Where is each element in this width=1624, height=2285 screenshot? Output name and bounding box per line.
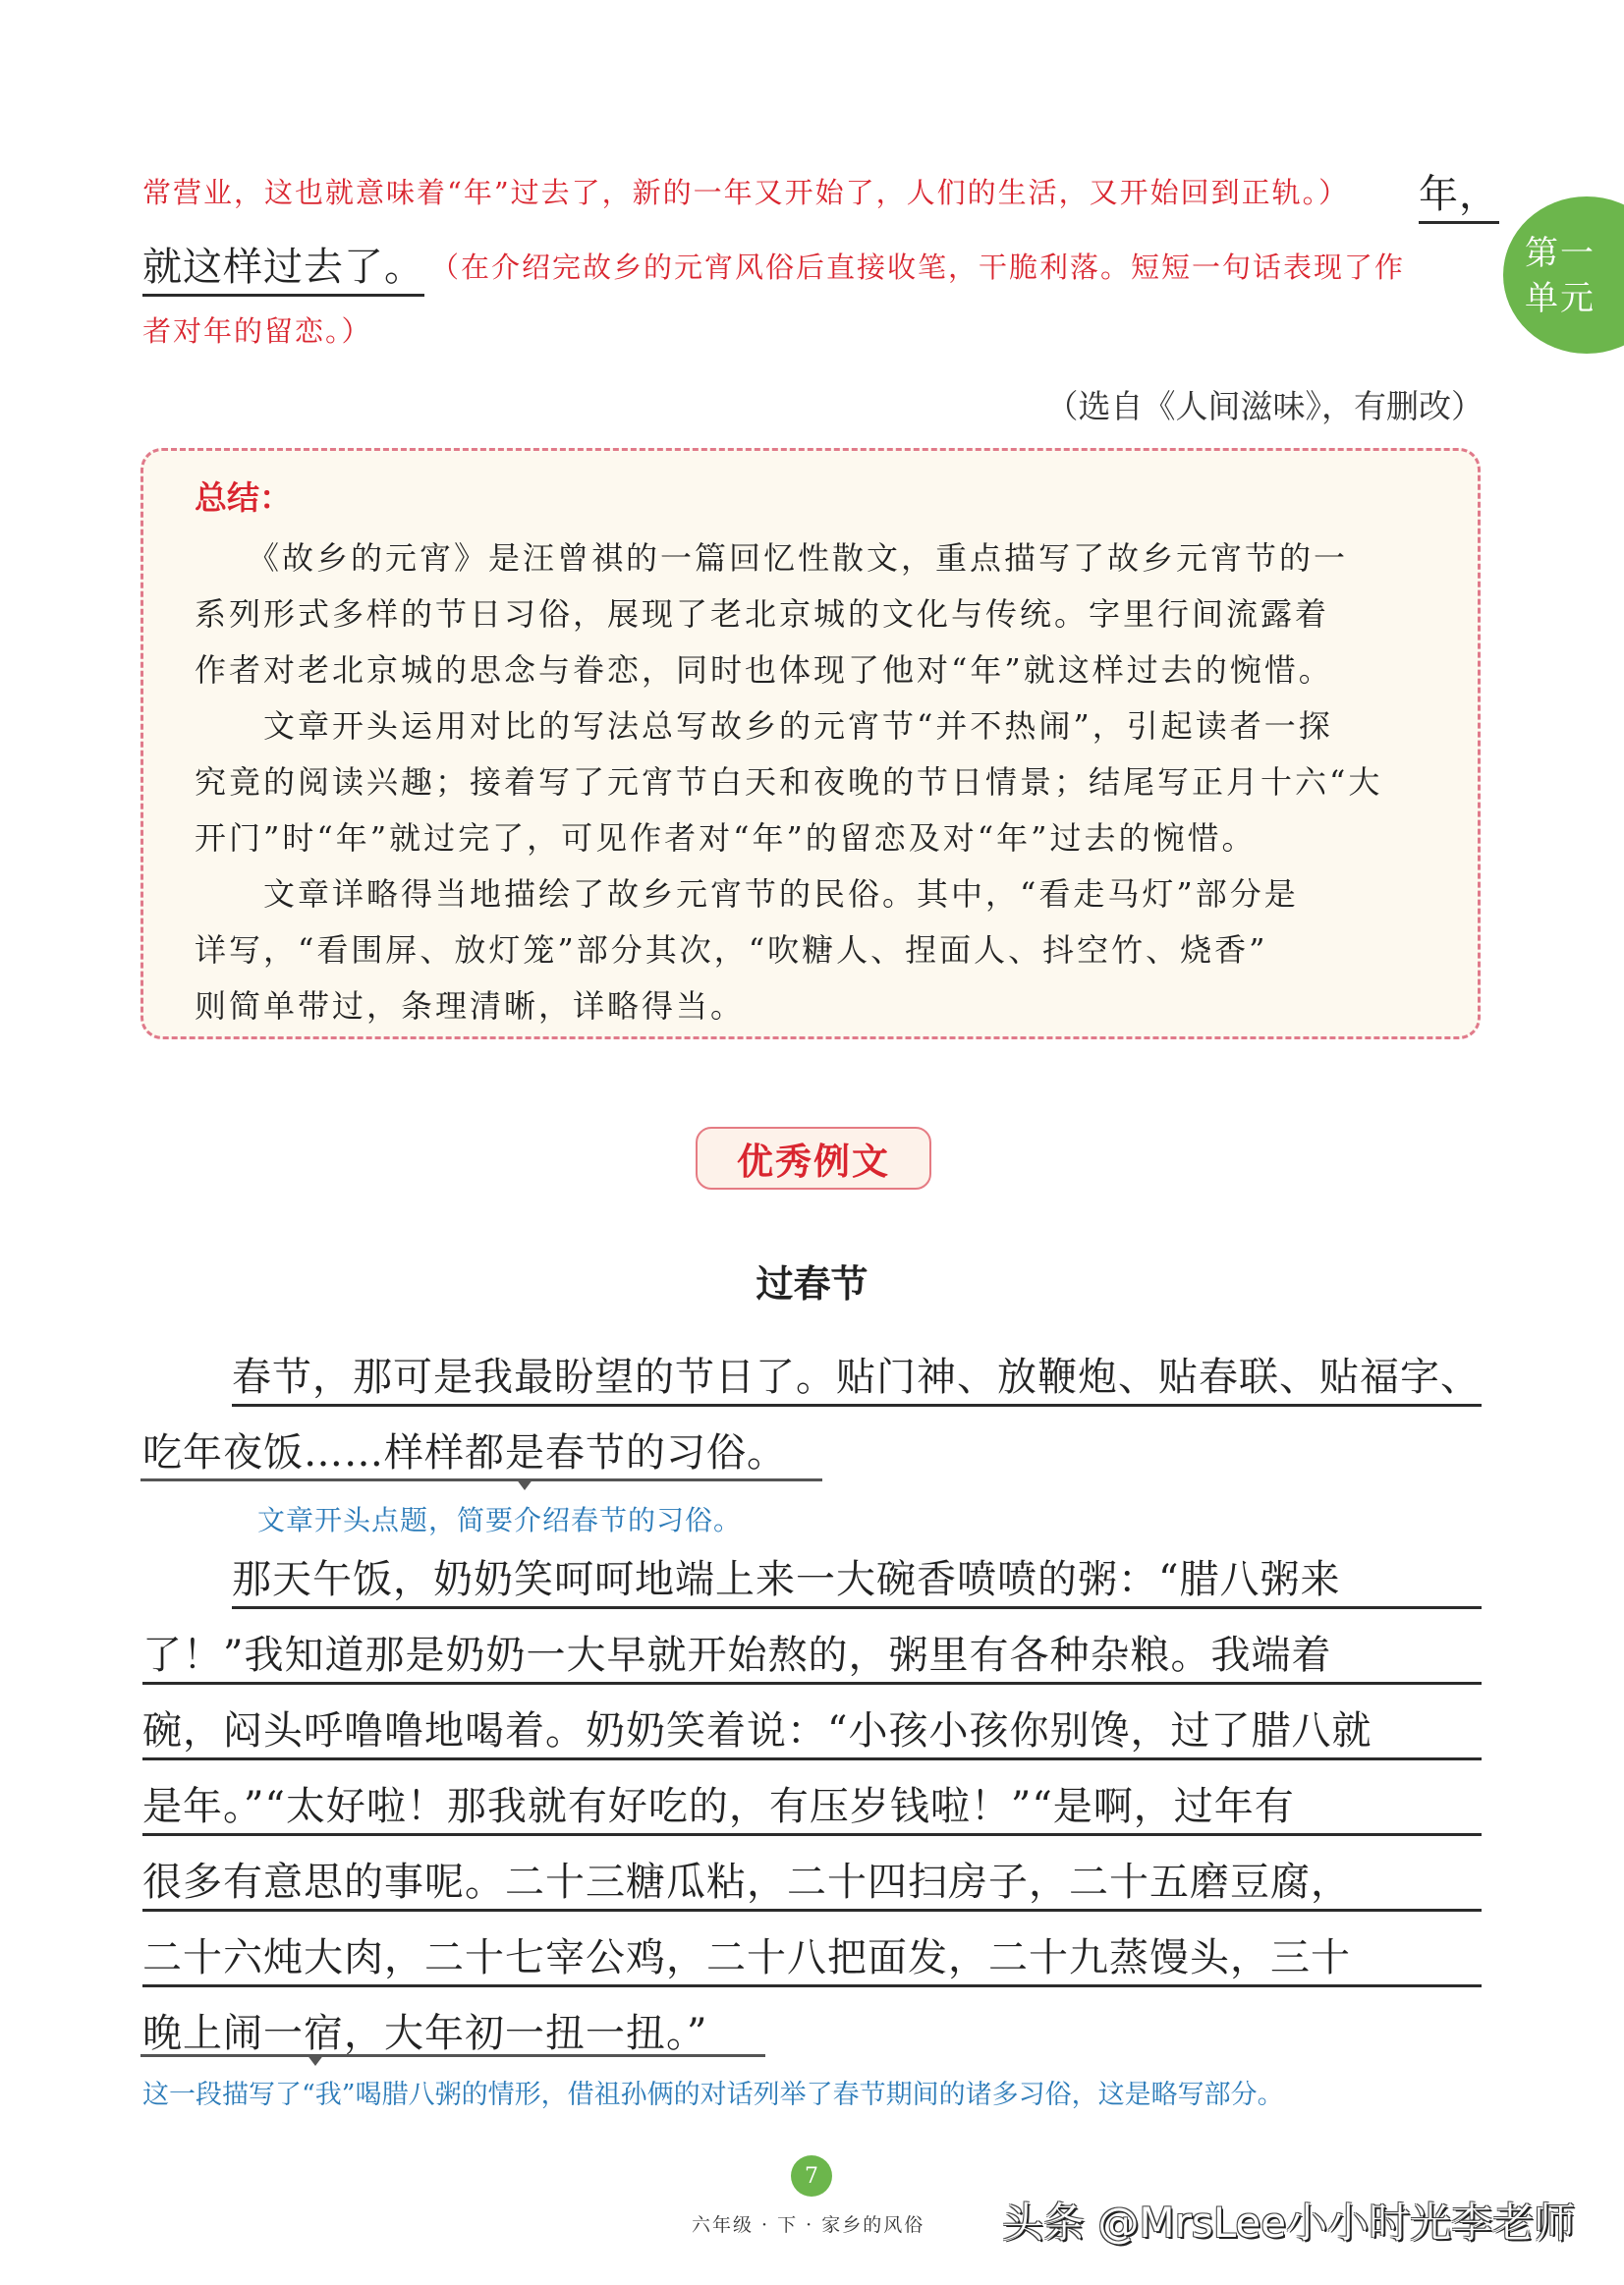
essay-p2-line: 晚上闹一宿，大年初一扭一扭。”: [142, 2011, 708, 2056]
essay-p2-line: 很多有意思的事呢。二十三糖瓜粘，二十四扫房子，二十五磨豆腐，: [142, 1851, 1482, 1912]
unit-badge-line1: 第一: [1525, 234, 1596, 273]
essay-p1-line2: 吃年夜饭……样样都是春节的习俗。: [142, 1430, 787, 1476]
article-fragment-year: 年，: [1419, 163, 1499, 224]
essay-p2-line: 了！”我知道那是奶奶一大早就开始熬的，粥里有各种杂粮。我端着: [142, 1624, 1482, 1685]
summary-line: 开门”时“年”就过完了，可见作者对“年”的留恋及对“年”过去的惋惜。: [195, 819, 1257, 857]
annotation-intro: 文章开头点题，简要介绍春节的习俗。: [257, 1504, 743, 1536]
annotation-p2: 这一段描写了“我”喝腊八粥的情形，借祖孙俩的对话列举了春节期间的诸多习俗，这是略写部分。: [142, 2080, 1284, 2110]
annotation-pointer-icon: [307, 2054, 324, 2066]
annotation-continued: 常营业，这也就意味着“年”过去了，新的一年又开始了，人们的生活，又开始回到正轨。）: [142, 176, 1350, 209]
summary-line: 作者对老北京城的思念与眷恋，同时也体现了他对“年”就这样过去的惋惜。: [195, 651, 1333, 689]
summary-box: [140, 448, 1481, 1039]
summary-line: 详写，“看围屏、放灯笼”部分其次，“吹糖人、捏面人、抖空竹、烧香”: [195, 931, 1268, 969]
essay-title: 过春节: [756, 1262, 868, 1306]
essay-p2-line: 碗，闷头呼噜噜地喝着。奶奶笑着说：“小孩小孩你别馋，过了腊八就: [142, 1700, 1482, 1760]
example-essay-badge: 优秀例文: [696, 1127, 931, 1190]
watermark: 头条 @MrsLee小小时光李老师: [1002, 2199, 1576, 2247]
article-closing-sentence: 就这样过去了。: [142, 236, 424, 297]
annotation-closing-line2: 者对年的留恋。）: [142, 314, 372, 348]
summary-line: 《故乡的元宵》是汪曾祺的一篇回忆性散文，重点描写了故乡元宵节的一: [195, 539, 1349, 577]
essay-p2-line: 二十六炖大肉，二十七宰公鸡，二十八把面发，二十九蒸馒头，三十: [142, 1926, 1482, 1987]
footer-caption: 六年级 · 下 · 家乡的风俗: [692, 2214, 925, 2236]
essay-p2-line: 那天午饭，奶奶笑呵呵地端上来一大碗香喷喷的粥：“腊八粥来: [232, 1548, 1482, 1609]
article-source: （选自《人间滋味》，有删改）: [1045, 387, 1484, 425]
unit-badge: [1503, 196, 1624, 354]
summary-line: 文章详略得当地描绘了故乡元宵节的民俗。其中，“看走马灯”部分是: [195, 875, 1299, 913]
unit-badge-line2: 单元: [1525, 279, 1596, 318]
essay-p1-line1: 春节，那可是我最盼望的节日了。贴门神、放鞭炮、贴春联、贴福字、: [232, 1346, 1482, 1407]
summary-title: 总结：: [195, 478, 292, 517]
summary-line: 究竟的阅读兴趣；接着写了元宵节白天和夜晚的节日情景；结尾写正月十六“大: [195, 763, 1383, 801]
annotation-pointer-icon: [516, 1478, 533, 1490]
annotation-bracket: [140, 2054, 765, 2057]
summary-line: 系列形式多样的节日习俗，展现了老北京城的文化与传统。字里行间流露着: [195, 595, 1330, 633]
annotation-closing-line1: （在介绍完故乡的元宵风俗后直接收笔，干脆利落。短短一句话表现了作: [430, 251, 1406, 284]
annotation-bracket: [140, 1478, 822, 1481]
page-number: 7: [791, 2155, 832, 2197]
essay-p2-line: 是年。”“太好啦！那我就有好吃的，有压岁钱啦！”“是啊，过年有: [142, 1775, 1482, 1836]
summary-line: 文章开头运用对比的写法总写故乡的元宵节“并不热闹”，引起读者一探: [195, 707, 1333, 745]
summary-line: 则简单带过，条理清晰，详略得当。: [195, 987, 746, 1025]
